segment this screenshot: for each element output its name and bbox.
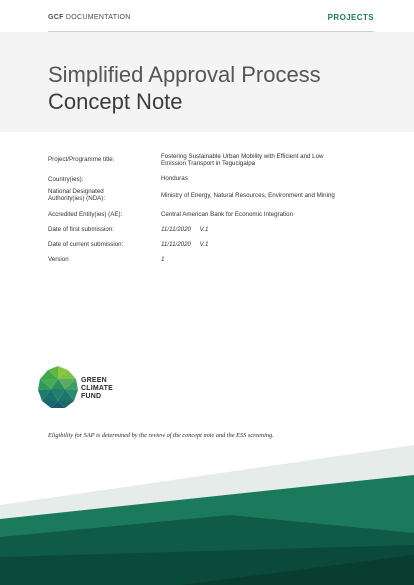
footer-decoration [0, 445, 414, 585]
info-value: 11/11/2020 V.1 [160, 241, 209, 248]
info-row-ae [48, 207, 366, 222]
gcf-logo [37, 365, 157, 420]
info-row-nda [48, 185, 366, 207]
info-value: Honduras [160, 175, 188, 182]
info-label: Date of first submission: [48, 226, 115, 233]
info-row-first-submission [48, 222, 366, 237]
info-label: Date of current submission: [48, 241, 124, 248]
info-row-current-submission [48, 237, 366, 252]
brand-label: GCF DOCUMENTATION [48, 14, 131, 21]
document-subtitle: Concept Note [48, 89, 183, 114]
info-label: Country(ies): [48, 176, 84, 183]
section-tag[interactable]: PROJECTS [327, 13, 374, 22]
info-row-title [48, 150, 366, 173]
info-value: Ministry of Energy, Natural Resources, Environment and Mining [160, 192, 335, 199]
info-value: Fostering Sustainable Urban Mobility with Efficient and Low Emission Transport in Tegucigalpa [160, 153, 324, 168]
info-value: 1 [160, 256, 165, 263]
info-label: Project/Programme title: [48, 156, 115, 163]
project-info-table [48, 150, 366, 267]
info-label: Version [48, 256, 69, 263]
info-row-country [48, 173, 366, 185]
document-title: Simplified Approval Process [48, 62, 321, 87]
info-label: Accredited Entity(ies) (AE): [48, 211, 123, 218]
info-row-version [48, 252, 366, 267]
info-value: 11/11/2020 V.1 [160, 226, 209, 233]
info-value: Central American Bank for Economic Integration [160, 211, 294, 218]
info-label: National Designated Authority(ies) (NDA): [48, 188, 106, 203]
logo-wordmark: GREEN CLIMATE FUND [81, 377, 113, 400]
eligibility-note: Eligibility for SAP is determined by the review of the concept note and the ESS screening. [48, 432, 274, 439]
top-bar [48, 14, 374, 32]
globe-icon [37, 365, 79, 411]
